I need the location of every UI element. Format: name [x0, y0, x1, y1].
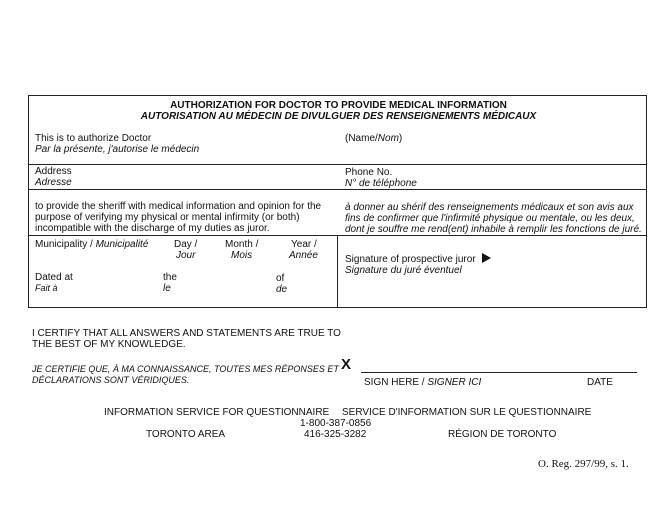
- divider: [29, 189, 646, 190]
- the-label-en: the: [163, 272, 177, 283]
- signature-x-mark: X: [341, 356, 352, 373]
- month-label-en: Month /: [225, 239, 259, 250]
- purpose-text-en-2: purpose of verifying my physical or mental infirmity (or both): [35, 212, 300, 223]
- address-label-fr: Adresse: [35, 177, 72, 188]
- day-label-en: Day /: [174, 239, 198, 250]
- form-title-en: AUTHORIZATION FOR DOCTOR TO PROVIDE MEDICAL INFORMATION: [170, 100, 507, 111]
- name-label: (Name/Nom): [345, 133, 403, 144]
- purpose-text-en-3: incompatible with the discharge of my duties as juror.: [35, 223, 270, 234]
- authorize-label-en: This is to authorize Doctor: [35, 133, 152, 144]
- toronto-area-en: TORONTO AREA: [146, 429, 226, 440]
- toronto-area-fr: RÉGION DE TORONTO: [448, 429, 557, 440]
- municipality-label: Municipality / Municipalité: [35, 239, 149, 250]
- certify-text-en-2: THE BEST OF MY KNOWLEDGE.: [32, 339, 186, 350]
- of-label-fr: de: [276, 284, 288, 295]
- vertical-divider: [337, 235, 338, 308]
- purpose-text-fr-1: à donner au shérif des renseignements médicaux et son avis aux: [345, 202, 634, 213]
- divider: [29, 164, 646, 165]
- purpose-text-en-1: to provide the sheriff with medical information and opinion for the: [35, 201, 322, 212]
- year-label-fr: Année: [289, 250, 318, 261]
- form-title-fr: AUTORISATION AU MÉDECIN DE DIVULGUER DES RENSEIGNEMENTS MÉDICAUX: [140, 111, 537, 122]
- the-label-fr: le: [163, 283, 171, 294]
- purpose-text-fr-3: dont je souffre me rend(ent) inhabile à remplir les fonctions de juré.: [345, 224, 642, 235]
- arrow-right-icon: [482, 253, 491, 263]
- certify-text-en-1: I CERTIFY THAT ALL ANSWERS AND STATEMENTS ARE TRUE TO: [32, 328, 341, 339]
- dated-at-label-en: Dated at: [35, 272, 73, 283]
- info-service-en: INFORMATION SERVICE FOR QUESTIONNAIRE: [104, 407, 330, 418]
- juror-signature-label-en: Signature of prospective juror: [345, 254, 476, 265]
- purpose-text-fr-2: fins de confirmer que l'infirmité physique ou mentale, ou les deux,: [345, 213, 635, 224]
- certify-text-fr-1: JE CERTIFIE QUE, À MA CONNAISSANCE, TOUTES MES RÉPONSES ET: [32, 364, 339, 374]
- sign-here-label: SIGN HERE / SIGNER ICI: [364, 377, 482, 388]
- year-label-en: Year /: [291, 239, 317, 250]
- toronto-area-number: 416-325-3282: [304, 429, 367, 440]
- juror-signature-label-fr: Signature du juré éventuel: [345, 265, 462, 276]
- regulation-reference: O. Reg. 297/99, s. 1.: [538, 458, 629, 470]
- dated-at-label-fr: Fait à: [35, 283, 58, 293]
- signature-line[interactable]: [361, 372, 637, 373]
- day-label-fr: Jour: [176, 250, 196, 261]
- info-service-fr: SERVICE D'INFORMATION SUR LE QUESTIONNAIRE: [342, 407, 592, 418]
- toll-free-number: 1-800-387-0856: [300, 418, 372, 429]
- phone-label-fr: N° de téléphone: [345, 178, 417, 189]
- address-label-en: Address: [35, 166, 72, 177]
- certify-text-fr-2: DÉCLARATIONS SONT VÉRIDIQUES.: [32, 375, 190, 385]
- authorization-form-box: [28, 95, 647, 308]
- phone-label-en: Phone No.: [345, 167, 393, 178]
- authorize-label-fr: Par la présente, j'autorise le médecin: [35, 144, 200, 155]
- month-label-fr: Mois: [231, 250, 253, 261]
- of-label-en: of: [276, 273, 285, 284]
- date-label: DATE: [587, 377, 613, 388]
